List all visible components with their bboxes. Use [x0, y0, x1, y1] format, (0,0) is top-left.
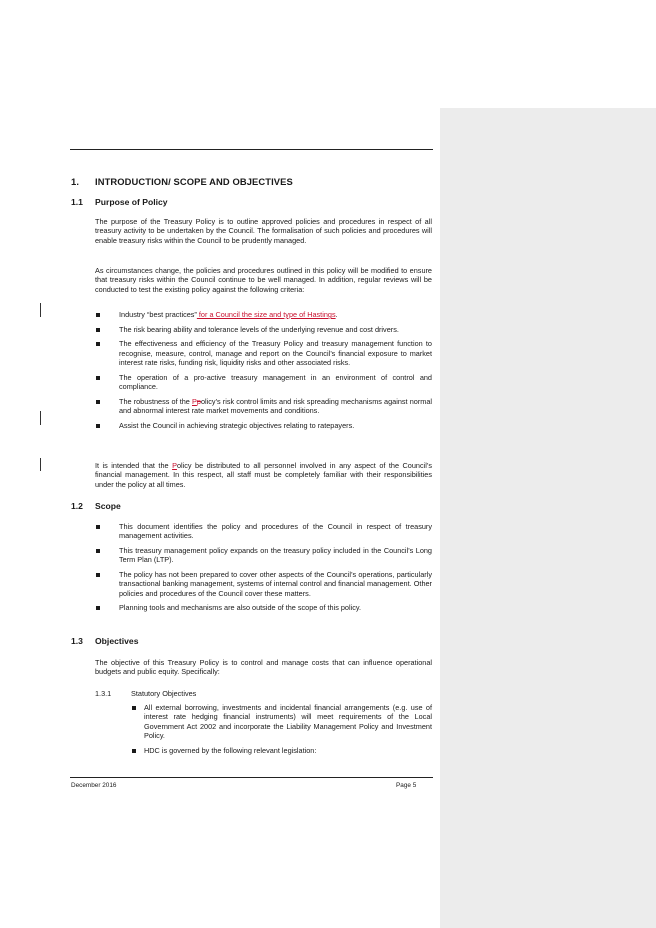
list-item: [95, 421, 432, 430]
bullet-icon: [96, 376, 100, 380]
change-bar: [40, 458, 41, 471]
list-item-text: The operation of a pro-active treasury management in an environment of control and compliance.: [119, 372, 432, 391]
paragraph-text: olicy be distributed to all personnel involved in any aspect of the Council’s financial management. In this respect, all staff must be completely familiar with their responsibilities under the policy at all times.: [95, 461, 432, 489]
purpose-paragraph-2: As circumstances change, the policies and procedures outlined in this policy will be modified to ensure that treasury risks within the Council continue to be well managed. In addition, regular reviews will be conducted to test the existing policy against the following criteria:: [95, 266, 432, 294]
scope-list: [95, 522, 432, 618]
list-item: [95, 570, 432, 598]
list-item: [95, 397, 432, 416]
bullet-icon: [96, 424, 100, 428]
bullet-icon: [96, 328, 100, 332]
footer-rule: [70, 777, 433, 778]
objectives-paragraph: The objective of this Treasury Policy is to control and manage costs that can influence operational budgets and public equity. Specifically:: [95, 658, 432, 677]
purpose-title: Purpose of Policy: [95, 197, 168, 207]
scope-number: 1.2: [71, 501, 83, 511]
scope-heading: [71, 501, 121, 511]
objectives-title: Objectives: [95, 636, 139, 646]
list-item-text: The effectiveness and efficiency of the Treasury Policy and treasury management function to recognise, measure, control, manage and report on the Council’s financial exposure to market interest rate risks, funding risk, liquidity risks and other associated risks.: [119, 339, 432, 367]
bullet-icon: [96, 525, 100, 529]
objectives-heading: [71, 636, 138, 646]
list-item: [95, 373, 432, 392]
list-item: [95, 325, 432, 334]
section-heading: [71, 176, 293, 187]
list-item-text: Industry “best practices”: [119, 310, 197, 319]
change-bar: [40, 303, 41, 317]
list-item-text: This treasury management policy expands on the treasury policy included in the Council’s Long Term Plan (LTP).: [119, 546, 432, 565]
bullet-icon: [96, 342, 100, 346]
list-item-text: olicy’s risk control limits and risk spreading mechanisms against normal and abnormal interest rate market movements and conditions.: [119, 396, 433, 415]
list-item-text: .: [335, 310, 338, 319]
tracked-insertion: for a Council the size and type of Hastings: [196, 310, 336, 319]
tracked-deletion: p: [196, 396, 201, 406]
list-item: [131, 703, 432, 741]
comment-markup-pane: [440, 108, 656, 928]
bullet-icon: [96, 313, 100, 317]
list-item-text: Assist the Council in achieving strategic objectives relating to ratepayers.: [119, 420, 355, 430]
list-item: [95, 546, 432, 565]
list-item-text: The robustness of the: [119, 396, 192, 406]
bullet-icon: [96, 606, 100, 610]
change-bar: [40, 411, 41, 425]
subsection-heading: [95, 689, 196, 698]
list-item: [131, 746, 432, 755]
purpose-number: 1.1: [71, 197, 83, 207]
objectives-number: 1.3: [71, 636, 83, 646]
subsection-number: 1.3.1: [95, 689, 112, 698]
bullet-icon: [132, 749, 136, 753]
header-rule: [70, 149, 433, 150]
list-item: [95, 310, 432, 319]
list-item: [95, 339, 432, 367]
list-item-text: Planning tools and mechanisms are also outside of the scope of this policy.: [119, 603, 362, 613]
bullet-icon: [96, 573, 100, 577]
list-item: [95, 603, 432, 612]
bullet-icon: [132, 706, 136, 710]
purpose-heading: [71, 197, 168, 207]
bullet-icon: [96, 400, 100, 404]
list-item-text: The risk bearing ability and tolerance levels of the underlying revenue and cost drivers.: [119, 324, 399, 334]
list-item-text: This document identifies the policy and procedures of the Council in respect of treasury management activities.: [119, 522, 432, 541]
tracked-insertion: P: [172, 461, 177, 470]
list-item: [95, 522, 432, 541]
list-item-text: The policy has not been prepared to cover other aspects of the Council’s operations, particularly transactional banking management, systems of internal control and financial management. Other policies and procedures of the Council cover these matters.: [119, 570, 432, 598]
section-number: 1.: [71, 176, 80, 187]
criteria-list: [95, 310, 432, 435]
purpose-paragraph-3: [95, 461, 432, 489]
tracked-insertion: P: [192, 396, 197, 406]
bullet-icon: [96, 549, 100, 553]
footer-date: December 2016: [71, 782, 117, 789]
subsection-title: Statutory Objectives: [131, 689, 197, 698]
section-title: INTRODUCTION/ SCOPE AND OBJECTIVES: [95, 176, 293, 187]
list-item-text: HDC is governed by the following relevant legislation:: [144, 745, 317, 755]
footer-page-number: Page 5: [396, 782, 417, 789]
list-item-text: All external borrowing, investments and incidental financial arrangements (e.g. use of interest rate hedging financial instruments) will meet requirements of the Local Government Act 2002 and incorporate the Liability Management Policy and Investment Policy.: [144, 703, 432, 741]
statutory-list: [131, 703, 432, 760]
scope-title: Scope: [95, 501, 121, 511]
paragraph-text: It is intended that the: [95, 461, 173, 470]
purpose-paragraph-1: The purpose of the Treasury Policy is to outline approved policies and procedures in respect of all treasury activity to be undertaken by the Council. The formalisation of such policies and procedures will enable treasury risks within the Council to be prudently managed.: [95, 217, 432, 245]
